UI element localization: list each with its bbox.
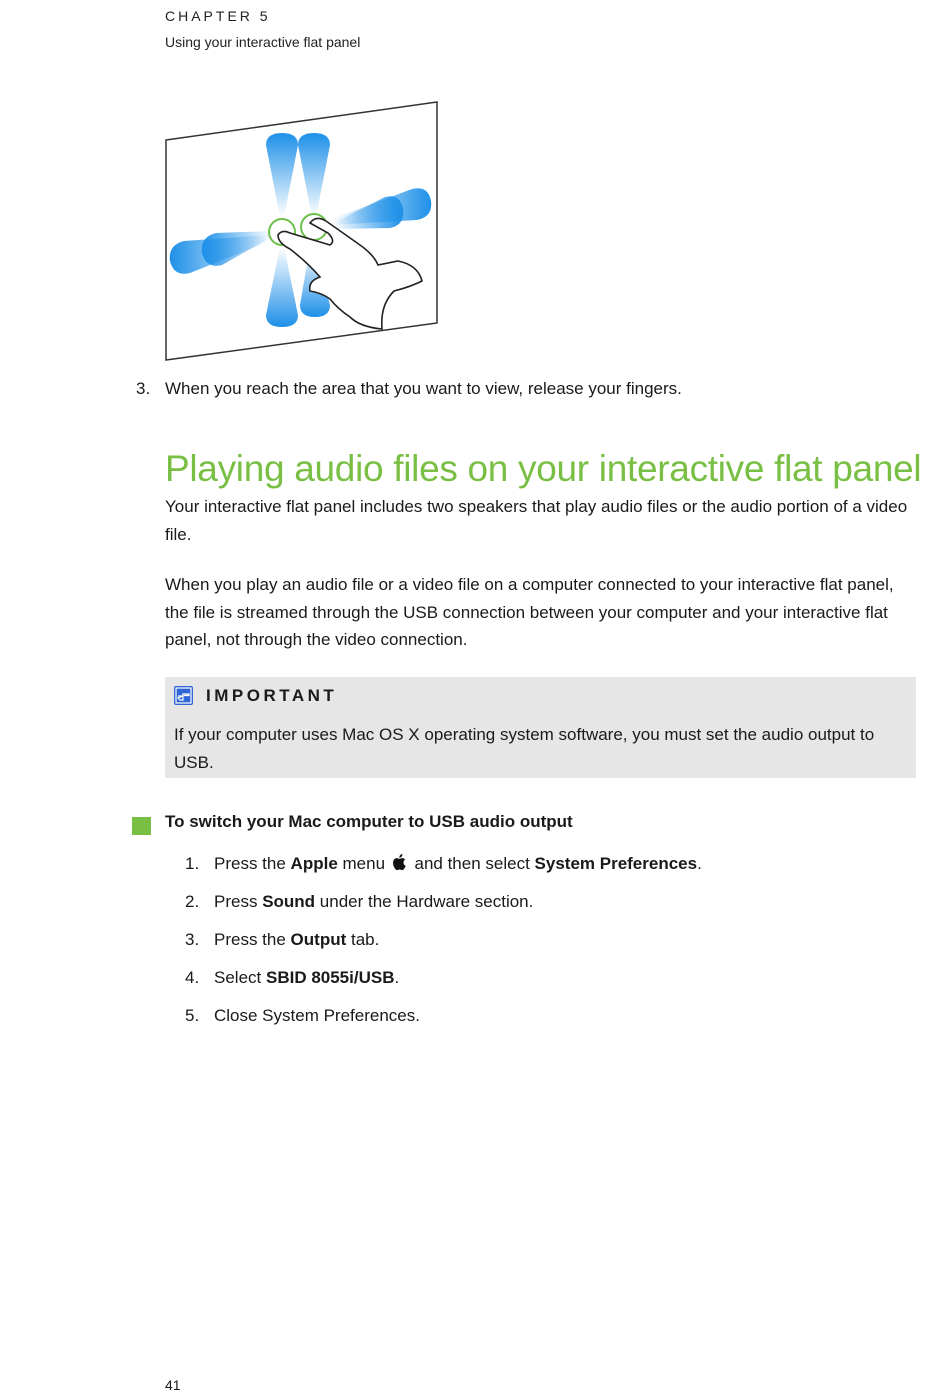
step-text: menu bbox=[337, 854, 390, 873]
step-text: . bbox=[394, 968, 400, 987]
list-item bbox=[185, 850, 702, 888]
step-3 bbox=[136, 375, 682, 403]
step-text: Select bbox=[214, 968, 266, 987]
important-title: IMPORTANT bbox=[206, 686, 338, 705]
important-callout bbox=[165, 677, 916, 778]
list-item bbox=[185, 1002, 702, 1040]
step-bold: Apple bbox=[290, 854, 338, 873]
step-text: Press the bbox=[214, 854, 291, 873]
step-bold: SBID 8055i/USB bbox=[265, 968, 395, 987]
step-text: Press bbox=[214, 892, 263, 911]
step-text: Close System Preferences. bbox=[214, 1006, 420, 1025]
procedure-steps bbox=[185, 850, 702, 1040]
step-bold: Output bbox=[290, 930, 347, 949]
paragraph: When you play an audio file or a video file on a computer connected to your interactive flat panel, the file is streamed through the USB connection between your computer and your interactive flat panel, not through the video connection. bbox=[165, 575, 894, 649]
list-item bbox=[185, 964, 702, 1002]
step-number: 5. bbox=[185, 1006, 200, 1025]
procedure-marker-icon bbox=[132, 817, 151, 835]
list-item bbox=[185, 926, 702, 964]
step-text: . bbox=[697, 854, 702, 873]
step-text: When you reach the area that you want to view, release your fingers. bbox=[165, 379, 682, 398]
paragraph: Your interactive flat panel includes two speakers that play audio files or the audio portion of a video file. bbox=[165, 497, 908, 544]
step-text: Press the bbox=[214, 930, 291, 949]
page-number: 41 bbox=[165, 1377, 181, 1393]
chapter-title: Using your interactive flat panel bbox=[165, 34, 361, 50]
pointing-hand-icon bbox=[174, 686, 193, 705]
step-number: 2. bbox=[185, 892, 200, 911]
important-text: If your computer uses Mac OS X operating system software, you must set the audio output to USB. bbox=[174, 725, 875, 772]
step-text: and then select bbox=[409, 854, 535, 873]
step-number: 3. bbox=[185, 930, 200, 949]
pan-gesture-illustration bbox=[160, 95, 445, 365]
step-text: tab. bbox=[346, 930, 380, 949]
step-text: under the Hardware section. bbox=[315, 892, 534, 911]
step-number: 4. bbox=[185, 968, 200, 987]
section-title: Playing audio files on your interactive flat panel bbox=[165, 448, 922, 489]
chapter-label: CHAPTER 5 bbox=[165, 8, 271, 24]
step-bold: System Preferences bbox=[534, 854, 698, 873]
list-item bbox=[185, 888, 702, 926]
step-number: 3. bbox=[136, 379, 151, 398]
procedure-title: To switch your Mac computer to USB audio output bbox=[165, 812, 573, 831]
step-bold: Sound bbox=[262, 892, 316, 911]
step-number: 1. bbox=[185, 854, 200, 873]
apple-icon bbox=[392, 852, 408, 870]
